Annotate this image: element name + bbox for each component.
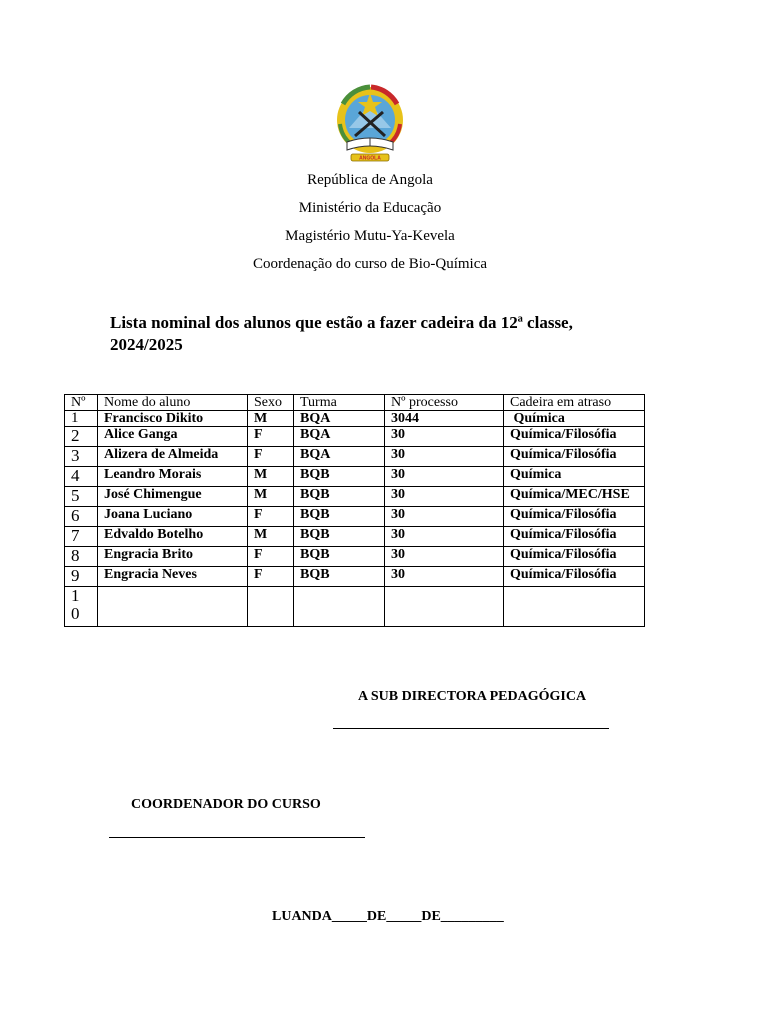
emblem-banner-text: ANGOLA (359, 155, 381, 162)
student-subject: Química/Filosófia (504, 507, 645, 527)
table-header-row (65, 395, 645, 411)
student-class: BQA (294, 427, 385, 447)
subdirector-signature-line (333, 728, 609, 729)
student-subject (504, 587, 645, 627)
col-header-number: Nº (65, 395, 98, 411)
student-class: BQB (294, 507, 385, 527)
header-school: Magistério Mutu-Ya-Kevela (285, 228, 455, 244)
col-header-process: Nº processo (385, 395, 504, 411)
header-republic: República de Angola (307, 172, 433, 188)
document-title-line1: Lista nominal dos alunos que estão a fazer cadeira da 12ª classe, (110, 313, 573, 332)
coordinator-label: COORDENADOR DO CURSO (131, 797, 321, 812)
student-subject: Química (504, 411, 645, 427)
student-subject: Química (504, 467, 645, 487)
table-row (65, 507, 645, 527)
student-name (98, 587, 248, 627)
row-number: 2 (65, 427, 98, 447)
student-process: 30 (385, 487, 504, 507)
row-number: 3 (65, 447, 98, 467)
header-coordination: Coordenação do curso de Bio-Química (252, 256, 488, 272)
student-name: Alice Ganga (98, 427, 248, 447)
student-process: 30 (385, 427, 504, 447)
col-header-sex: Sexo (248, 395, 294, 411)
table-row (65, 567, 645, 587)
student-name: Joana Luciano (98, 507, 248, 527)
student-process: 30 (385, 507, 504, 527)
row-number: 6 (65, 507, 98, 527)
student-subject: Química/Filosófia (504, 427, 645, 447)
student-process: 30 (385, 547, 504, 567)
student-sex: M (248, 411, 294, 427)
student-sex: F (248, 547, 294, 567)
student-process: 3044 (385, 411, 504, 427)
student-process: 30 (385, 567, 504, 587)
student-sex: F (248, 567, 294, 587)
table-row (65, 487, 645, 507)
student-subject: Química/Filosófia (504, 527, 645, 547)
student-class: BQB (294, 527, 385, 547)
student-table (64, 394, 645, 627)
row-number-line1: 1 (71, 586, 80, 605)
student-sex (248, 587, 294, 627)
student-process: 30 (385, 467, 504, 487)
coordinator-signature-line (109, 837, 365, 838)
student-sex: F (248, 507, 294, 527)
row-number: 4 (65, 467, 98, 487)
student-name: Alizera de Almeida (98, 447, 248, 467)
student-class: BQB (294, 467, 385, 487)
student-name: Leandro Morais (98, 467, 248, 487)
student-sex: F (248, 447, 294, 467)
student-sex: M (248, 527, 294, 547)
student-name: Engracia Brito (98, 547, 248, 567)
table-row (65, 427, 645, 447)
student-class (294, 587, 385, 627)
student-name: José Chimengue (98, 487, 248, 507)
table-row (65, 547, 645, 567)
row-number: 7 (65, 527, 98, 547)
student-name: Edvaldo Botelho (98, 527, 248, 547)
header-ministry: Ministério da Educação (298, 200, 442, 216)
student-class: BQB (294, 567, 385, 587)
col-header-subject: Cadeira em atraso (504, 395, 645, 411)
row-number: 8 (65, 547, 98, 567)
document-title (110, 312, 630, 356)
angola-emblem (331, 84, 409, 164)
col-header-name: Nome do aluno (98, 395, 248, 411)
row-number: 5 (65, 487, 98, 507)
table-row (65, 411, 645, 427)
student-class: BQB (294, 547, 385, 567)
student-class: BQA (294, 447, 385, 467)
student-name: Engracia Neves (98, 567, 248, 587)
row-number (65, 587, 98, 627)
table-row (65, 447, 645, 467)
table-row (65, 467, 645, 487)
student-sex: M (248, 467, 294, 487)
student-class: BQB (294, 487, 385, 507)
student-class: BQA (294, 411, 385, 427)
student-name: Francisco Dikito (98, 411, 248, 427)
student-sex: F (248, 427, 294, 447)
student-sex: M (248, 487, 294, 507)
subdirector-label: A SUB DIRECTORA PEDAGÓGICA (358, 689, 587, 704)
student-process (385, 587, 504, 627)
table-row (65, 587, 645, 627)
row-number-line2: 0 (71, 604, 80, 623)
place-date-line: LUANDA_____DE_____DE_________ (272, 909, 504, 924)
student-subject: Química/Filosófia (504, 567, 645, 587)
row-number: 1 (65, 411, 98, 427)
student-subject: Química/Filosófia (504, 447, 645, 467)
document-title-line2: 2024/2025 (110, 335, 183, 354)
student-subject: Química/MEC/HSE (504, 487, 645, 507)
table-row (65, 527, 645, 547)
col-header-class: Turma (294, 395, 385, 411)
student-process: 30 (385, 447, 504, 467)
row-number: 9 (65, 567, 98, 587)
student-subject: Química/Filosófia (504, 547, 645, 567)
student-process: 30 (385, 527, 504, 547)
